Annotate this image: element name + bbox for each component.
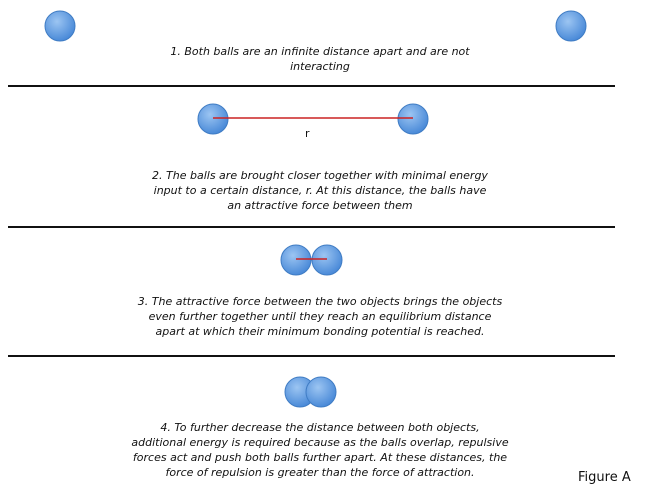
step-2-caption-line: 2. The balls are brought closer together with minimal energy bbox=[152, 169, 488, 182]
step-2-caption bbox=[120, 168, 520, 213]
distance-label-r: r bbox=[305, 127, 310, 140]
step-3-caption-line: 3. The attractive force between the two objects brings the objects bbox=[137, 295, 503, 308]
step-3-caption-line: apart at which their minimum bonding potential is reached. bbox=[155, 325, 485, 338]
step-4-caption-line: 4. To further decrease the distance between both objects, bbox=[160, 421, 480, 434]
ball-left-step2 bbox=[198, 104, 228, 134]
step-4-caption-line: force of repulsion is greater than the force of attraction. bbox=[165, 466, 475, 479]
step-4-caption bbox=[100, 420, 540, 480]
step-1-caption-line: interacting bbox=[290, 60, 350, 73]
ball-left-step1 bbox=[45, 11, 75, 41]
step-1-caption bbox=[140, 44, 500, 74]
step-2-caption-line: input to a certain distance, r. At this distance, the balls have bbox=[153, 184, 487, 197]
ball-right-step2 bbox=[398, 104, 428, 134]
ball-right-step4 bbox=[306, 377, 336, 407]
step-1-caption-line: 1. Both balls are an infinite distance apart and are not bbox=[170, 45, 470, 58]
step-2-caption-line: an attractive force between them bbox=[227, 199, 413, 212]
ball-right-step1 bbox=[556, 11, 586, 41]
step-4-caption-line: forces act and push both balls further apart. At these distances, the bbox=[132, 451, 508, 464]
step-3-caption bbox=[110, 294, 530, 339]
step-4-caption-line: additional energy is required because as the balls overlap, repulsive bbox=[131, 436, 509, 449]
step-3-caption-line: even further together until they reach an equilibrium distance bbox=[148, 310, 492, 323]
figure-label: Figure A bbox=[578, 470, 631, 485]
ball-left-step3 bbox=[281, 245, 311, 275]
ball-right-step3 bbox=[312, 245, 342, 275]
